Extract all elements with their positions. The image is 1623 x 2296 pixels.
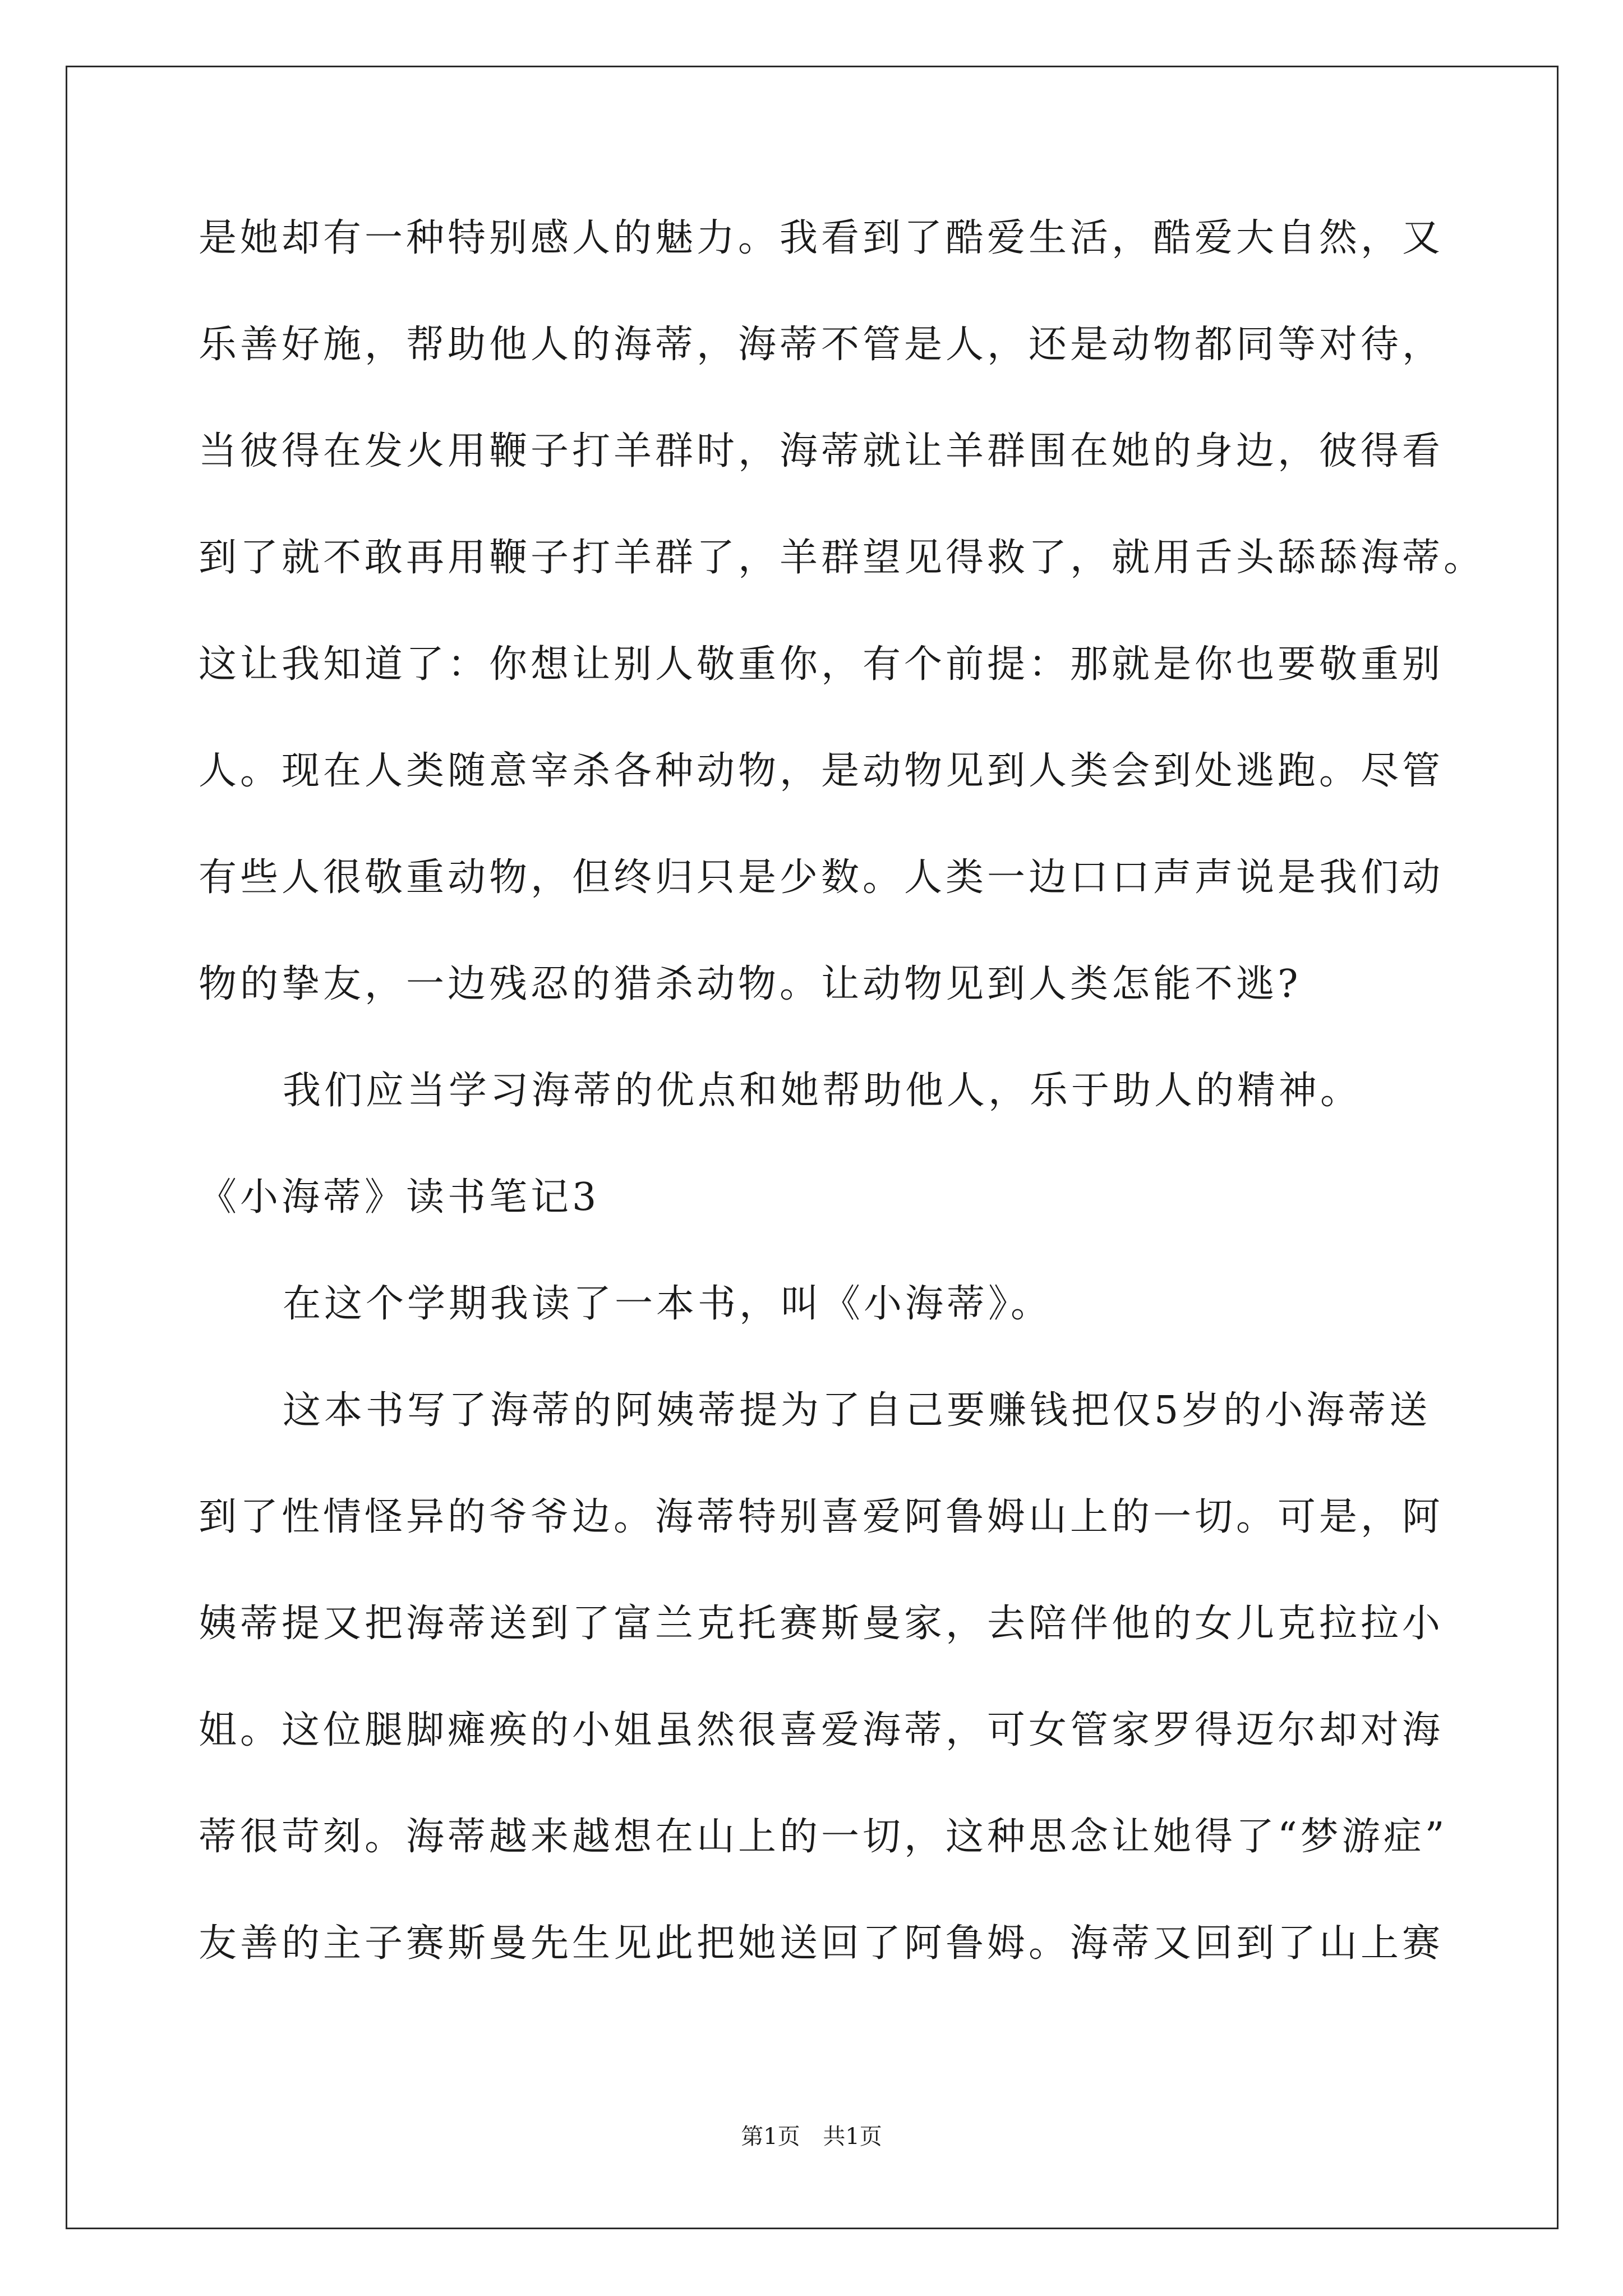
text-line: 人。现在人类随意宰杀各种动物，是动物见到人类会到处逃跑。尽管: [199, 749, 1444, 793]
text-line: 蒂很苛刻。海蒂越来越想在山上的一切，这种思念让她得了“梦游症”: [199, 1815, 1448, 1859]
section-heading: 《小海蒂》读书笔记3: [199, 1175, 600, 1220]
text-line: 姐。这位腿脚瘫痪的小姐虽然很喜爱海蒂，可女管家罗得迈尔却对海: [199, 1708, 1444, 1752]
text-line: 到了就不敢再用鞭子打羊群了，羊群望见得救了，就用舌头舔舔海蒂。: [199, 536, 1486, 580]
paragraph-line: 这本书写了海蒂的阿姨蒂提为了自己要赚钱把仅5岁的小海蒂送: [283, 1388, 1431, 1433]
text-line: 有些人很敬重动物，但终归只是少数。人类一边口口声声说是我们动: [199, 855, 1444, 900]
text-line: 乐善好施，帮助他人的海蒂，海蒂不管是人，还是动物都同等对待，: [199, 323, 1444, 367]
paragraph-line: 我们应当学习海蒂的优点和她帮助他人，乐于助人的精神。: [283, 1069, 1362, 1113]
text-line: 是她却有一种特别感人的魅力。我看到了酷爱生活，酷爱大自然，又: [199, 216, 1444, 260]
page-total: 共1页: [823, 2124, 882, 2150]
text-line: 友善的主子赛斯曼先生见此把她送回了阿鲁姆。海蒂又回到了山上赛: [199, 1921, 1444, 1966]
page-number: 第1页: [741, 2124, 800, 2150]
text-line: 这让我知道了：你想让别人敬重你，有个前提：那就是你也要敬重别: [199, 642, 1444, 687]
page-footer: [0, 2123, 1623, 2150]
paragraph-line: 在这个学期我读了一本书，叫《小海蒂》。: [283, 1282, 1053, 1326]
page-frame: [66, 66, 1559, 2229]
text-line: 姨蒂提又把海蒂送到了富兰克托赛斯曼家，去陪伴他的女儿克拉拉小: [199, 1602, 1444, 1646]
text-line: 物的挚友，一边残忍的猎杀动物。让动物见到人类怎能不逃?: [199, 962, 1302, 1006]
text-line: 到了性情怪异的爷爷边。海蒂特别喜爱阿鲁姆山上的一切。可是，阿: [199, 1495, 1444, 1539]
text-line: 当彼得在发火用鞭子打羊群时，海蒂就让羊群围在她的身边，彼得看: [199, 429, 1444, 473]
